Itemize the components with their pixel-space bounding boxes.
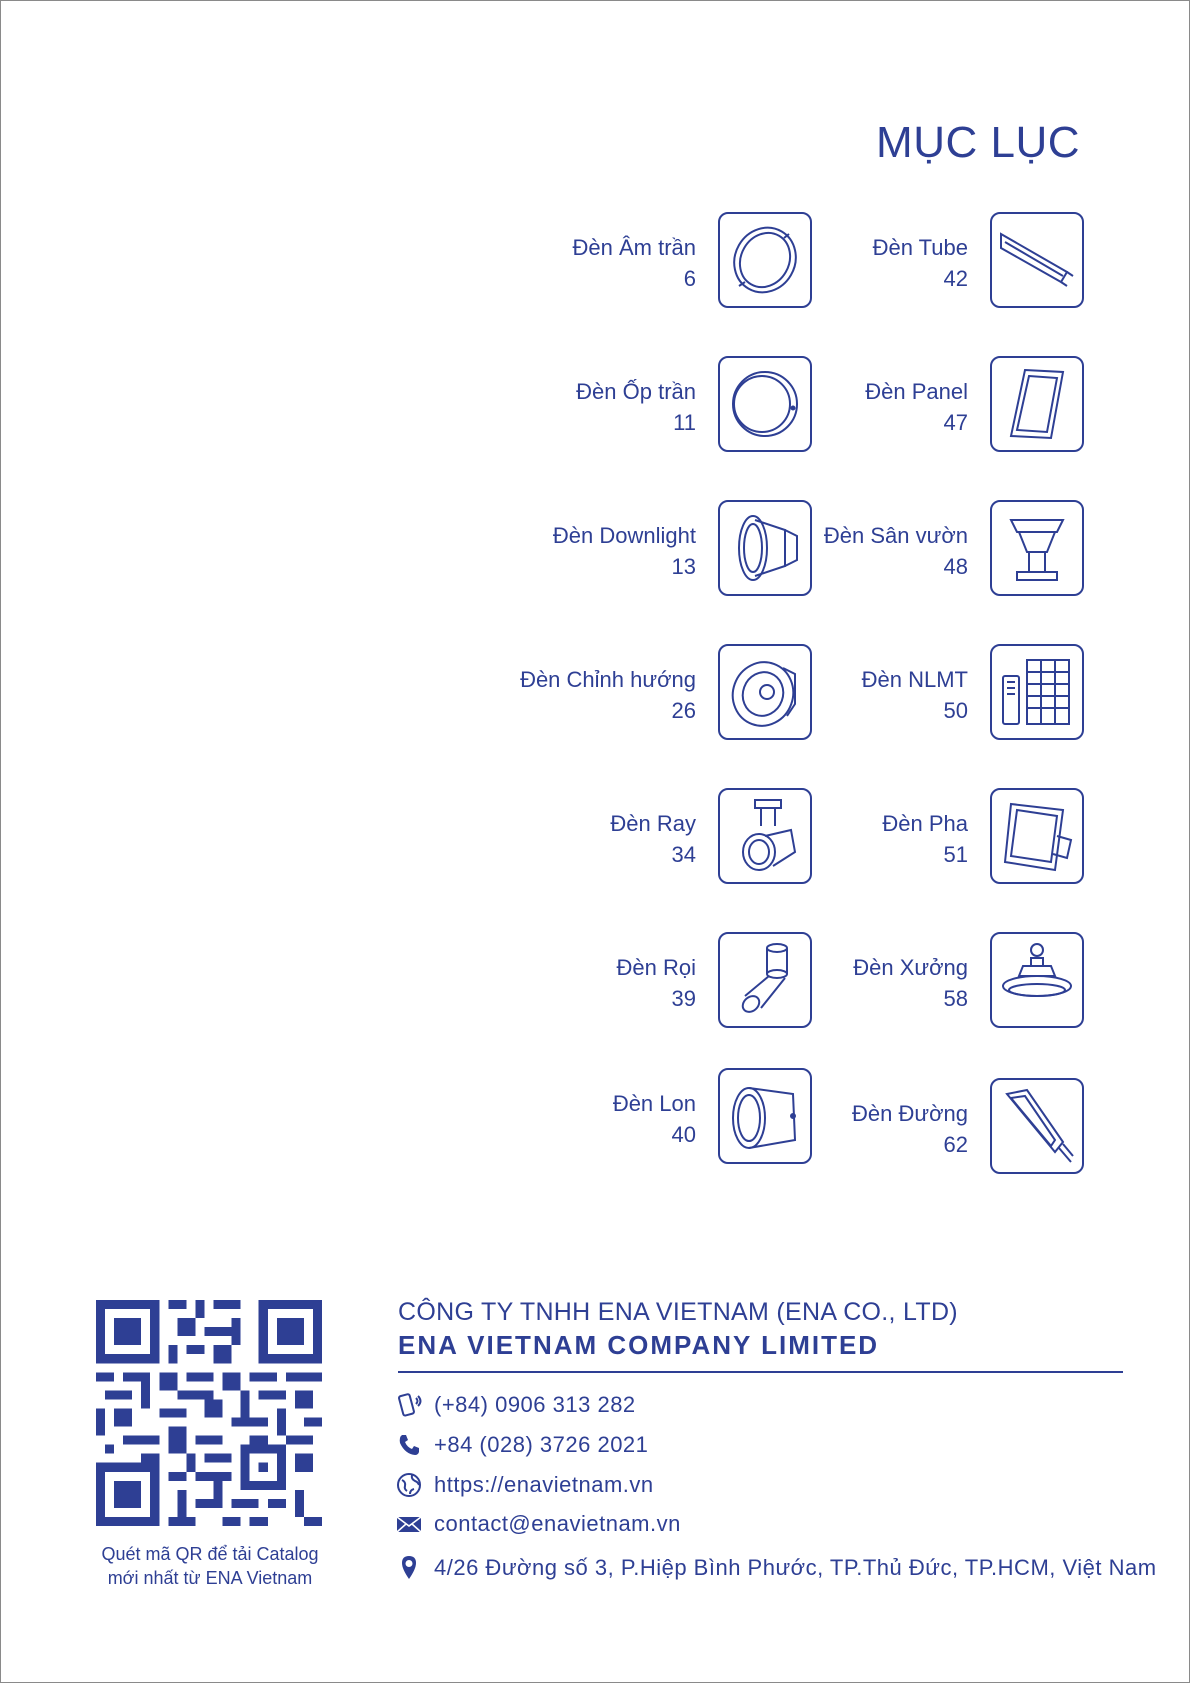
toc-text [576, 376, 696, 438]
toc-text [573, 232, 697, 294]
contact-address[interactable] [396, 1553, 1157, 1583]
contact-email[interactable] [396, 1509, 681, 1539]
toc-label: Đèn Đường [852, 1101, 968, 1126]
toc-item-street[interactable] [730, 1078, 1084, 1174]
street-light-icon [990, 1078, 1084, 1174]
toc-page: 51 [943, 842, 968, 867]
toc-page: 40 [671, 1122, 696, 1147]
toc-page: 34 [671, 842, 696, 867]
toc-text [617, 952, 696, 1014]
qr-caption-line-2: mới nhất từ ENA Vietnam [107, 1568, 313, 1588]
toc-item-panel[interactable] [730, 356, 1084, 452]
toc-label: Đèn Tube [872, 235, 968, 260]
toc-item-highbay[interactable] [730, 932, 1084, 1028]
mobile-phone-icon [396, 1392, 422, 1418]
mail-icon [396, 1511, 422, 1537]
contact-phone[interactable] [396, 1430, 648, 1460]
globe-icon [396, 1472, 422, 1498]
toc-page: 62 [943, 1132, 968, 1157]
contact-email-text: contact@enavietnam.vn [434, 1511, 681, 1536]
toc-label: Đèn Ốp trần [576, 379, 696, 404]
toc-label: Đèn Ray [610, 811, 696, 836]
contact-phone-text: +84 (028) 3726 2021 [434, 1432, 649, 1457]
panel-light-icon [990, 356, 1084, 452]
company-name-en: ENA VIETNAM COMPANY LIMITED [398, 1330, 880, 1360]
toc-item-tube[interactable] [730, 212, 1084, 308]
toc-page: 11 [673, 410, 696, 435]
toc-text [865, 376, 968, 438]
toc-label: Đèn Rọi [616, 955, 696, 980]
toc-label: Đèn Pha [882, 811, 968, 836]
contact-mobile[interactable] [396, 1390, 636, 1420]
toc-page: 6 [683, 266, 696, 291]
page-title: MỤC LỤC [876, 118, 1080, 167]
toc-item-solar[interactable] [730, 644, 1084, 740]
toc-label: Đèn Chỉnh hướng [520, 667, 696, 692]
toc-item-flood[interactable] [730, 788, 1084, 884]
toc-text [553, 520, 696, 582]
toc-label: Đèn Sân vườn [823, 523, 968, 548]
qr-caption-line-1: Quét mã QR để tải Catalog [101, 1544, 319, 1564]
flood-light-icon [990, 788, 1084, 884]
tube-light-icon [990, 212, 1084, 308]
toc-page: 58 [943, 986, 968, 1011]
location-pin-icon [396, 1555, 422, 1581]
toc-text [873, 232, 968, 294]
toc-page: 42 [943, 266, 968, 291]
toc-page: 26 [671, 698, 696, 723]
toc-label: Đèn NLMT [861, 667, 968, 692]
toc-item-garden[interactable] [730, 500, 1084, 596]
toc-page: 47 [943, 410, 968, 435]
toc-text [862, 664, 968, 726]
toc-page: 48 [943, 554, 968, 579]
toc-label: Đèn Âm trần [572, 235, 696, 260]
toc-label: Đèn Lon [612, 1091, 696, 1116]
contact-website-text: https://enavietnam.vn [434, 1472, 654, 1497]
toc-text [613, 1088, 696, 1150]
toc-text [520, 664, 696, 726]
contact-address-text: 4/26 Đường số 3, P.Hiệp Bình Phước, TP.Thủ Đức, TP.HCM, Việt Nam [434, 1555, 1157, 1580]
divider [398, 1371, 1123, 1373]
toc-text [610, 808, 696, 870]
contact-website[interactable] [396, 1470, 654, 1500]
contact-mobile-text: (+84) 0906 313 282 [434, 1392, 636, 1417]
toc-label: Đèn Panel [865, 379, 968, 404]
company-name-vi: CÔNG TY TNHH ENA VIETNAM (ENA CO., LTD) [398, 1298, 958, 1326]
qr-code [96, 1300, 322, 1526]
toc-page: 39 [671, 986, 696, 1011]
toc-label: Đèn Xưởng [853, 955, 968, 980]
garden-light-icon [990, 500, 1084, 596]
toc-text [852, 1098, 968, 1160]
toc-text [853, 952, 968, 1014]
solar-light-icon [990, 644, 1084, 740]
toc-text [824, 520, 968, 582]
toc-page: 50 [943, 698, 968, 723]
toc-label: Đèn Downlight [552, 523, 696, 548]
toc-text [882, 808, 968, 870]
toc-page: 13 [671, 554, 696, 579]
phone-icon [396, 1432, 422, 1458]
highbay-light-icon [990, 932, 1084, 1028]
qr-caption [80, 1542, 340, 1590]
